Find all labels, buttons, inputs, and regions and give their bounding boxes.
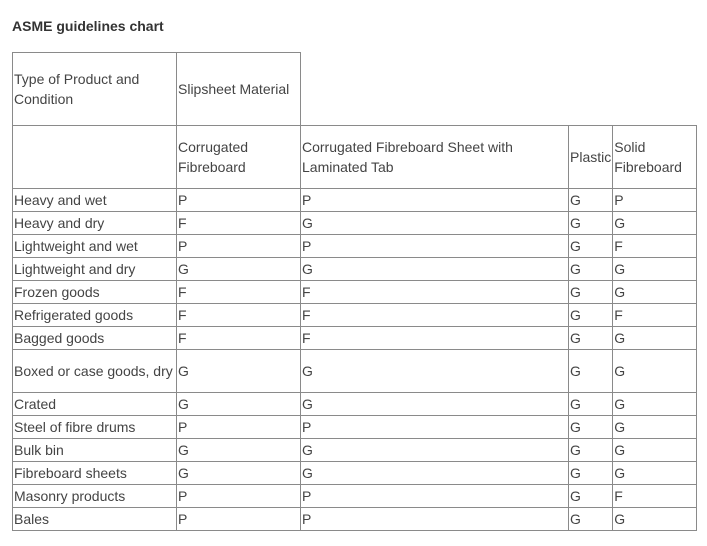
table-row xyxy=(13,508,697,531)
rating-cell: F xyxy=(613,485,697,508)
product-cell: Heavy and dry xyxy=(13,212,177,235)
rating-cell: G xyxy=(569,189,613,212)
product-cell: Boxed or case goods, dry xyxy=(13,350,177,393)
rating-cell: G xyxy=(177,350,301,393)
table-row xyxy=(13,439,697,462)
rating-cell: F xyxy=(177,304,301,327)
rating-cell: G xyxy=(177,462,301,485)
rating-cell: F xyxy=(177,327,301,350)
table-row xyxy=(13,327,697,350)
product-cell: Crated xyxy=(13,393,177,416)
rating-cell: G xyxy=(569,485,613,508)
rating-cell: F xyxy=(177,212,301,235)
rating-cell: G xyxy=(613,508,697,531)
rating-cell: G xyxy=(569,258,613,281)
product-cell: Lightweight and dry xyxy=(13,258,177,281)
rating-cell: P xyxy=(177,235,301,258)
rating-cell: G xyxy=(569,212,613,235)
rating-cell: P xyxy=(301,508,569,531)
table-row xyxy=(13,258,697,281)
rating-cell: G xyxy=(569,393,613,416)
table-row xyxy=(13,462,697,485)
product-cell: Steel of fibre drums xyxy=(13,416,177,439)
rating-cell: F xyxy=(301,304,569,327)
table-row xyxy=(13,235,697,258)
rating-cell: G xyxy=(301,393,569,416)
product-cell: Refrigerated goods xyxy=(13,304,177,327)
table-row xyxy=(13,393,697,416)
rating-cell: G xyxy=(613,462,697,485)
product-cell: Masonry products xyxy=(13,485,177,508)
rating-cell: G xyxy=(569,304,613,327)
rating-cell: G xyxy=(301,212,569,235)
slipsheet-material-header: Slipsheet Material xyxy=(177,53,301,126)
rating-cell: F xyxy=(301,327,569,350)
rating-cell: F xyxy=(301,281,569,304)
rating-cell: P xyxy=(301,235,569,258)
rating-cell: P xyxy=(613,189,697,212)
rating-cell: F xyxy=(613,304,697,327)
rating-cell: G xyxy=(569,416,613,439)
product-cell: Lightweight and wet xyxy=(13,235,177,258)
table-row xyxy=(13,189,697,212)
rating-cell: G xyxy=(569,235,613,258)
table-row xyxy=(13,304,697,327)
material-header-laminated-tab: Corrugated Fibreboard Sheet with Laminated Tab xyxy=(301,126,569,189)
header-row-materials xyxy=(13,126,697,189)
rating-cell: P xyxy=(177,189,301,212)
rating-cell: P xyxy=(301,189,569,212)
header-row-group xyxy=(13,53,697,126)
rating-cell: G xyxy=(301,462,569,485)
product-cell: Bulk bin xyxy=(13,439,177,462)
rating-cell: G xyxy=(613,393,697,416)
table-row xyxy=(13,485,697,508)
rating-cell: G xyxy=(177,258,301,281)
rating-cell: F xyxy=(177,281,301,304)
material-header-solid-fibreboard: Solid Fibreboard xyxy=(613,126,697,189)
product-cell: Bales xyxy=(13,508,177,531)
table-row xyxy=(13,212,697,235)
chart-title: ASME guidelines chart xyxy=(12,18,164,34)
product-cell: Heavy and wet xyxy=(13,189,177,212)
rating-cell: G xyxy=(613,281,697,304)
rating-cell: G xyxy=(613,212,697,235)
rating-cell: G xyxy=(569,508,613,531)
rating-cell: P xyxy=(177,508,301,531)
rating-cell: P xyxy=(301,485,569,508)
rating-cell: G xyxy=(569,327,613,350)
product-column-header: Type of Product and Condition xyxy=(13,53,177,126)
rating-cell: G xyxy=(177,439,301,462)
rating-cell: F xyxy=(613,235,697,258)
table-row xyxy=(13,350,697,393)
rating-cell: P xyxy=(177,416,301,439)
rating-cell: G xyxy=(569,281,613,304)
product-cell: Bagged goods xyxy=(13,327,177,350)
asme-guidelines-table xyxy=(12,52,697,531)
rating-cell: G xyxy=(301,350,569,393)
table-row xyxy=(13,281,697,304)
rating-cell: G xyxy=(569,439,613,462)
rating-cell: G xyxy=(613,439,697,462)
rating-cell: P xyxy=(301,416,569,439)
rating-cell: G xyxy=(177,393,301,416)
rating-cell: G xyxy=(613,327,697,350)
material-header-plastic: Plastic xyxy=(569,126,613,189)
product-cell: Frozen goods xyxy=(13,281,177,304)
material-header-corrugated: Corrugated Fibreboard xyxy=(177,126,301,189)
table-body xyxy=(13,53,697,531)
rating-cell: G xyxy=(613,258,697,281)
rating-cell: G xyxy=(301,439,569,462)
rating-cell: G xyxy=(613,416,697,439)
header-empty-cell xyxy=(13,126,177,189)
rating-cell: G xyxy=(613,350,697,393)
table-row xyxy=(13,416,697,439)
header-blank xyxy=(301,53,697,126)
rating-cell: G xyxy=(569,350,613,393)
rating-cell: P xyxy=(177,485,301,508)
product-cell: Fibreboard sheets xyxy=(13,462,177,485)
rating-cell: G xyxy=(301,258,569,281)
rating-cell: G xyxy=(569,462,613,485)
